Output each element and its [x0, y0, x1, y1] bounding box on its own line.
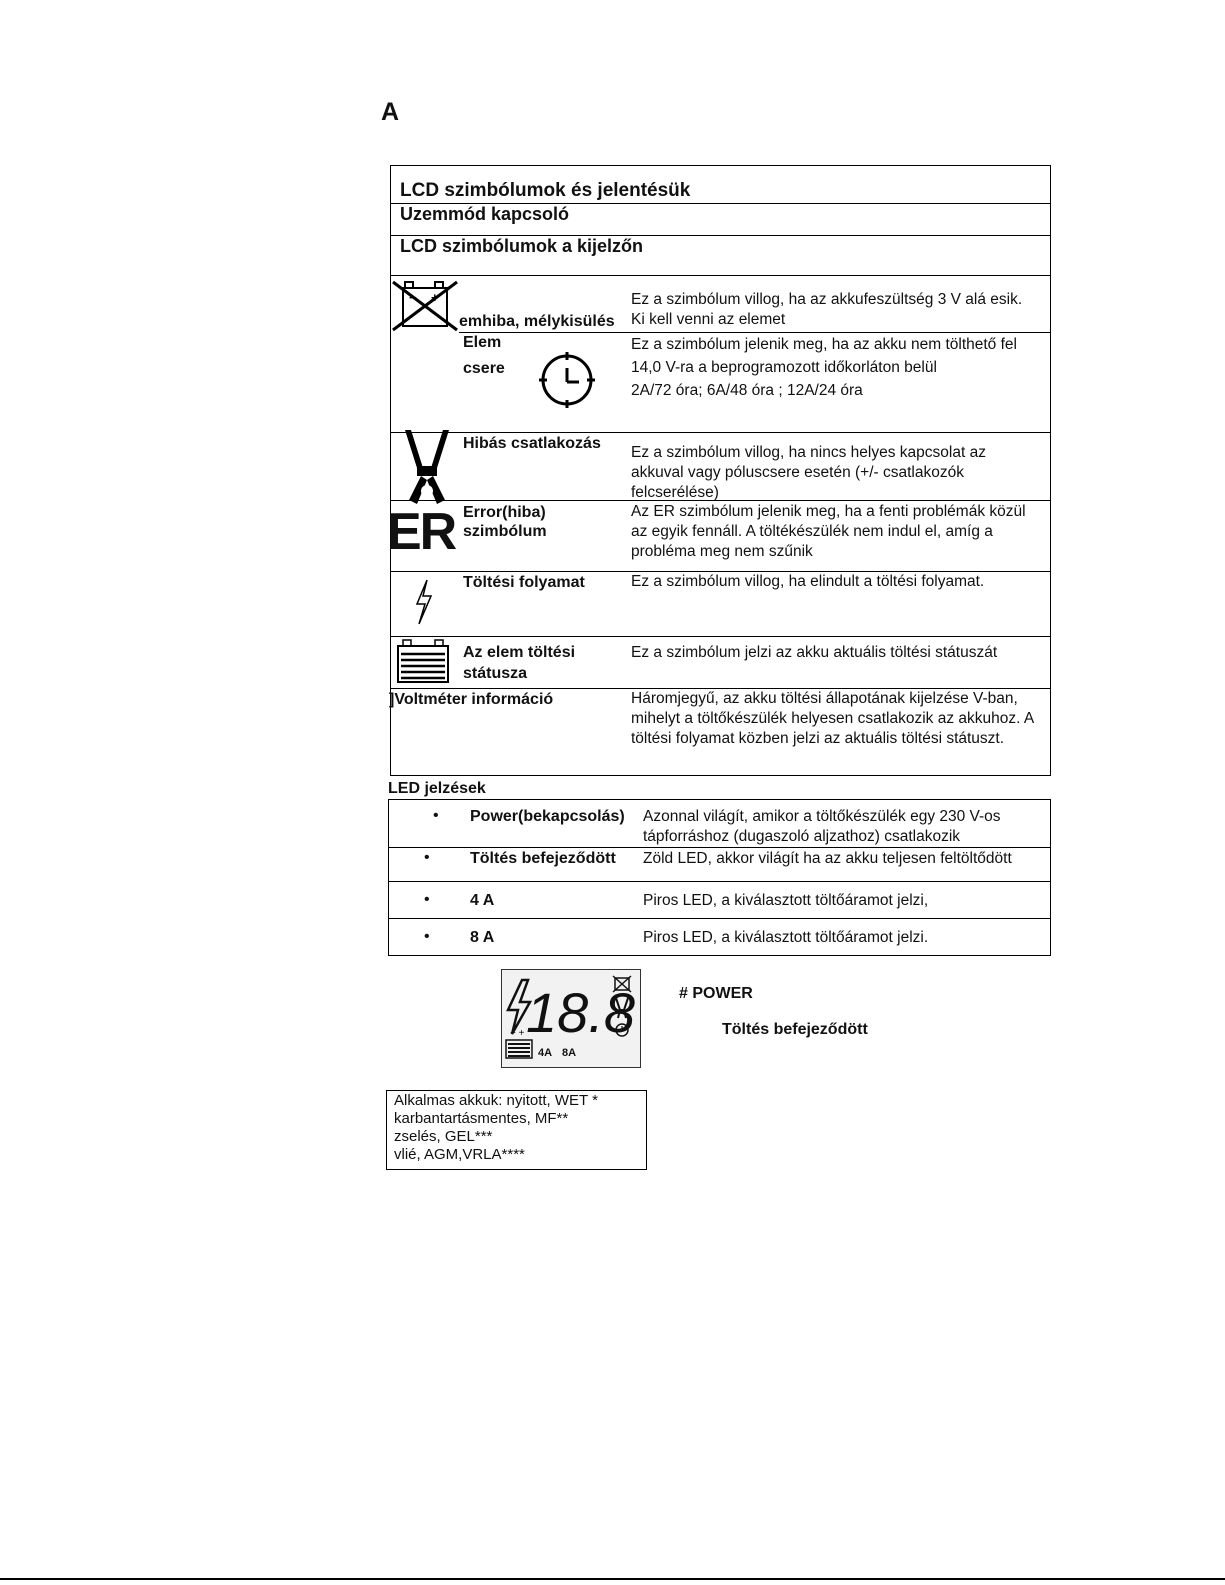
row-label: Hibás csatlakozás	[463, 435, 601, 452]
error-er-icon: ER	[387, 503, 456, 561]
power-note: # POWER	[679, 985, 753, 1002]
row-description: Ez a szimbólum villog, ha nincs helyes kapcsolat az akkuval vagy póluscsere esetén (+/- csatlakozók felcserélése)	[631, 444, 986, 501]
clock-icon	[539, 348, 595, 412]
clamp-icon	[397, 428, 457, 506]
svg-text:−: −	[409, 290, 417, 305]
led-description: Piros LED, a kiválasztott töltőáramot jelzi,	[643, 892, 929, 909]
led-description: Piros LED, a kiválasztott töltőáramot jelzi.	[643, 929, 929, 946]
divider	[389, 918, 1050, 919]
row-label: emhiba, mélykisülés	[459, 313, 615, 330]
divider	[391, 500, 1050, 501]
row-label: Error(hiba)	[463, 504, 546, 521]
row-description: Háromjegyű, az akku töltési állapotának kijelzése V-ban, mihelyt a töltőkészülék helyesen csatlakozik az akkuhoz. A töltési folyamat közben jelzi az aktuális töltési státuszt.	[631, 690, 1035, 747]
bullet: •	[424, 849, 430, 866]
divider	[389, 847, 1050, 848]
led-table	[388, 799, 1051, 956]
battery-types-box	[386, 1090, 647, 1170]
bullet: •	[424, 891, 430, 908]
row-description: Az ER szimbólum jelenik meg, ha a fenti problémák közül az egyik fennáll. A töltékészülék nem indul el, amíg a probléma meg nem szűnik	[631, 503, 1026, 560]
svg-text:− +: − +	[510, 1028, 525, 1039]
charge-done-note: Töltés befejeződött	[722, 1021, 868, 1038]
row-description: Ez a szimbólum jelenik meg, ha az akku nem tölthető fel 14,0 V-ra a beprogramozott időkorláton belül 2A/72 óra; 6A/48 óra ; 12A/24 óra	[631, 336, 1017, 399]
battery-status-icon	[395, 638, 451, 684]
battery-type-line: Alkalmas akkuk: nyitott, WET *	[394, 1092, 598, 1109]
svg-text:+: +	[431, 290, 439, 305]
row-label: Elem	[463, 334, 502, 351]
lcd-8a-label: 8A	[562, 1047, 577, 1059]
lcd-symbols-heading: LCD szimbólumok a kijelzőn	[400, 236, 644, 256]
row-label: Töltési folyamat	[463, 574, 585, 591]
section-letter: A	[381, 98, 400, 126]
battery-type-line: vlié, AGM,VRLA****	[394, 1146, 525, 1163]
led-heading: LED jelzések	[388, 780, 486, 797]
bullet: •	[433, 807, 439, 824]
led-name: Töltés befejeződött	[470, 850, 616, 867]
row-label: szimbólum	[463, 523, 547, 540]
led-description: Zöld LED, akkor világít ha az akku teljesen feltöltődött	[643, 850, 1012, 867]
row-label: Az elem töltési	[463, 644, 576, 661]
battery-type-line: zselés, GEL***	[394, 1128, 493, 1145]
led-name: 4 A	[470, 892, 495, 909]
led-name: Power(bekapcsolás)	[470, 808, 625, 825]
row-label: csere	[463, 360, 505, 377]
led-name: 8 A	[470, 929, 495, 946]
row-label: ]Voltméter információ	[389, 691, 554, 708]
row-description: Ez a szimbólum villog, ha elindult a töltési folyamat.	[631, 573, 985, 590]
table-title: LCD szimbólumok és jelentésük	[400, 180, 691, 201]
lcd-display-illustration	[501, 969, 641, 1068]
row-description: Ez a szimbólum jelzi az akku aktuális töltési státuszát	[631, 644, 998, 661]
row-description: Ez a szimbólum villog, ha az akkufeszültség 3 V alá esik. Ki kell venni az elemet	[631, 291, 1023, 328]
battery-fault-icon	[391, 276, 459, 334]
led-description: Azonnal világít, amikor a töltőkészülék egy 230 V-os tápforráshoz (dugaszoló aljzathoz) csatlakozik	[643, 808, 1001, 845]
divider	[389, 881, 1050, 882]
lightning-icon	[413, 578, 435, 626]
row-label: státusza	[463, 665, 528, 682]
mode-switch-heading: Uzemmód kapcsoló	[400, 204, 570, 224]
page-bottom-rule	[0, 1578, 1225, 1580]
bullet: •	[424, 928, 430, 945]
battery-type-line: karbantartásmentes, MF**	[394, 1110, 569, 1127]
divider	[391, 636, 1050, 637]
lcd-digits: 18.8	[526, 981, 635, 1044]
lcd-4a-label: 4A	[538, 1047, 553, 1059]
lcd-symbols-table	[387, 165, 1051, 776]
divider	[391, 275, 1050, 276]
